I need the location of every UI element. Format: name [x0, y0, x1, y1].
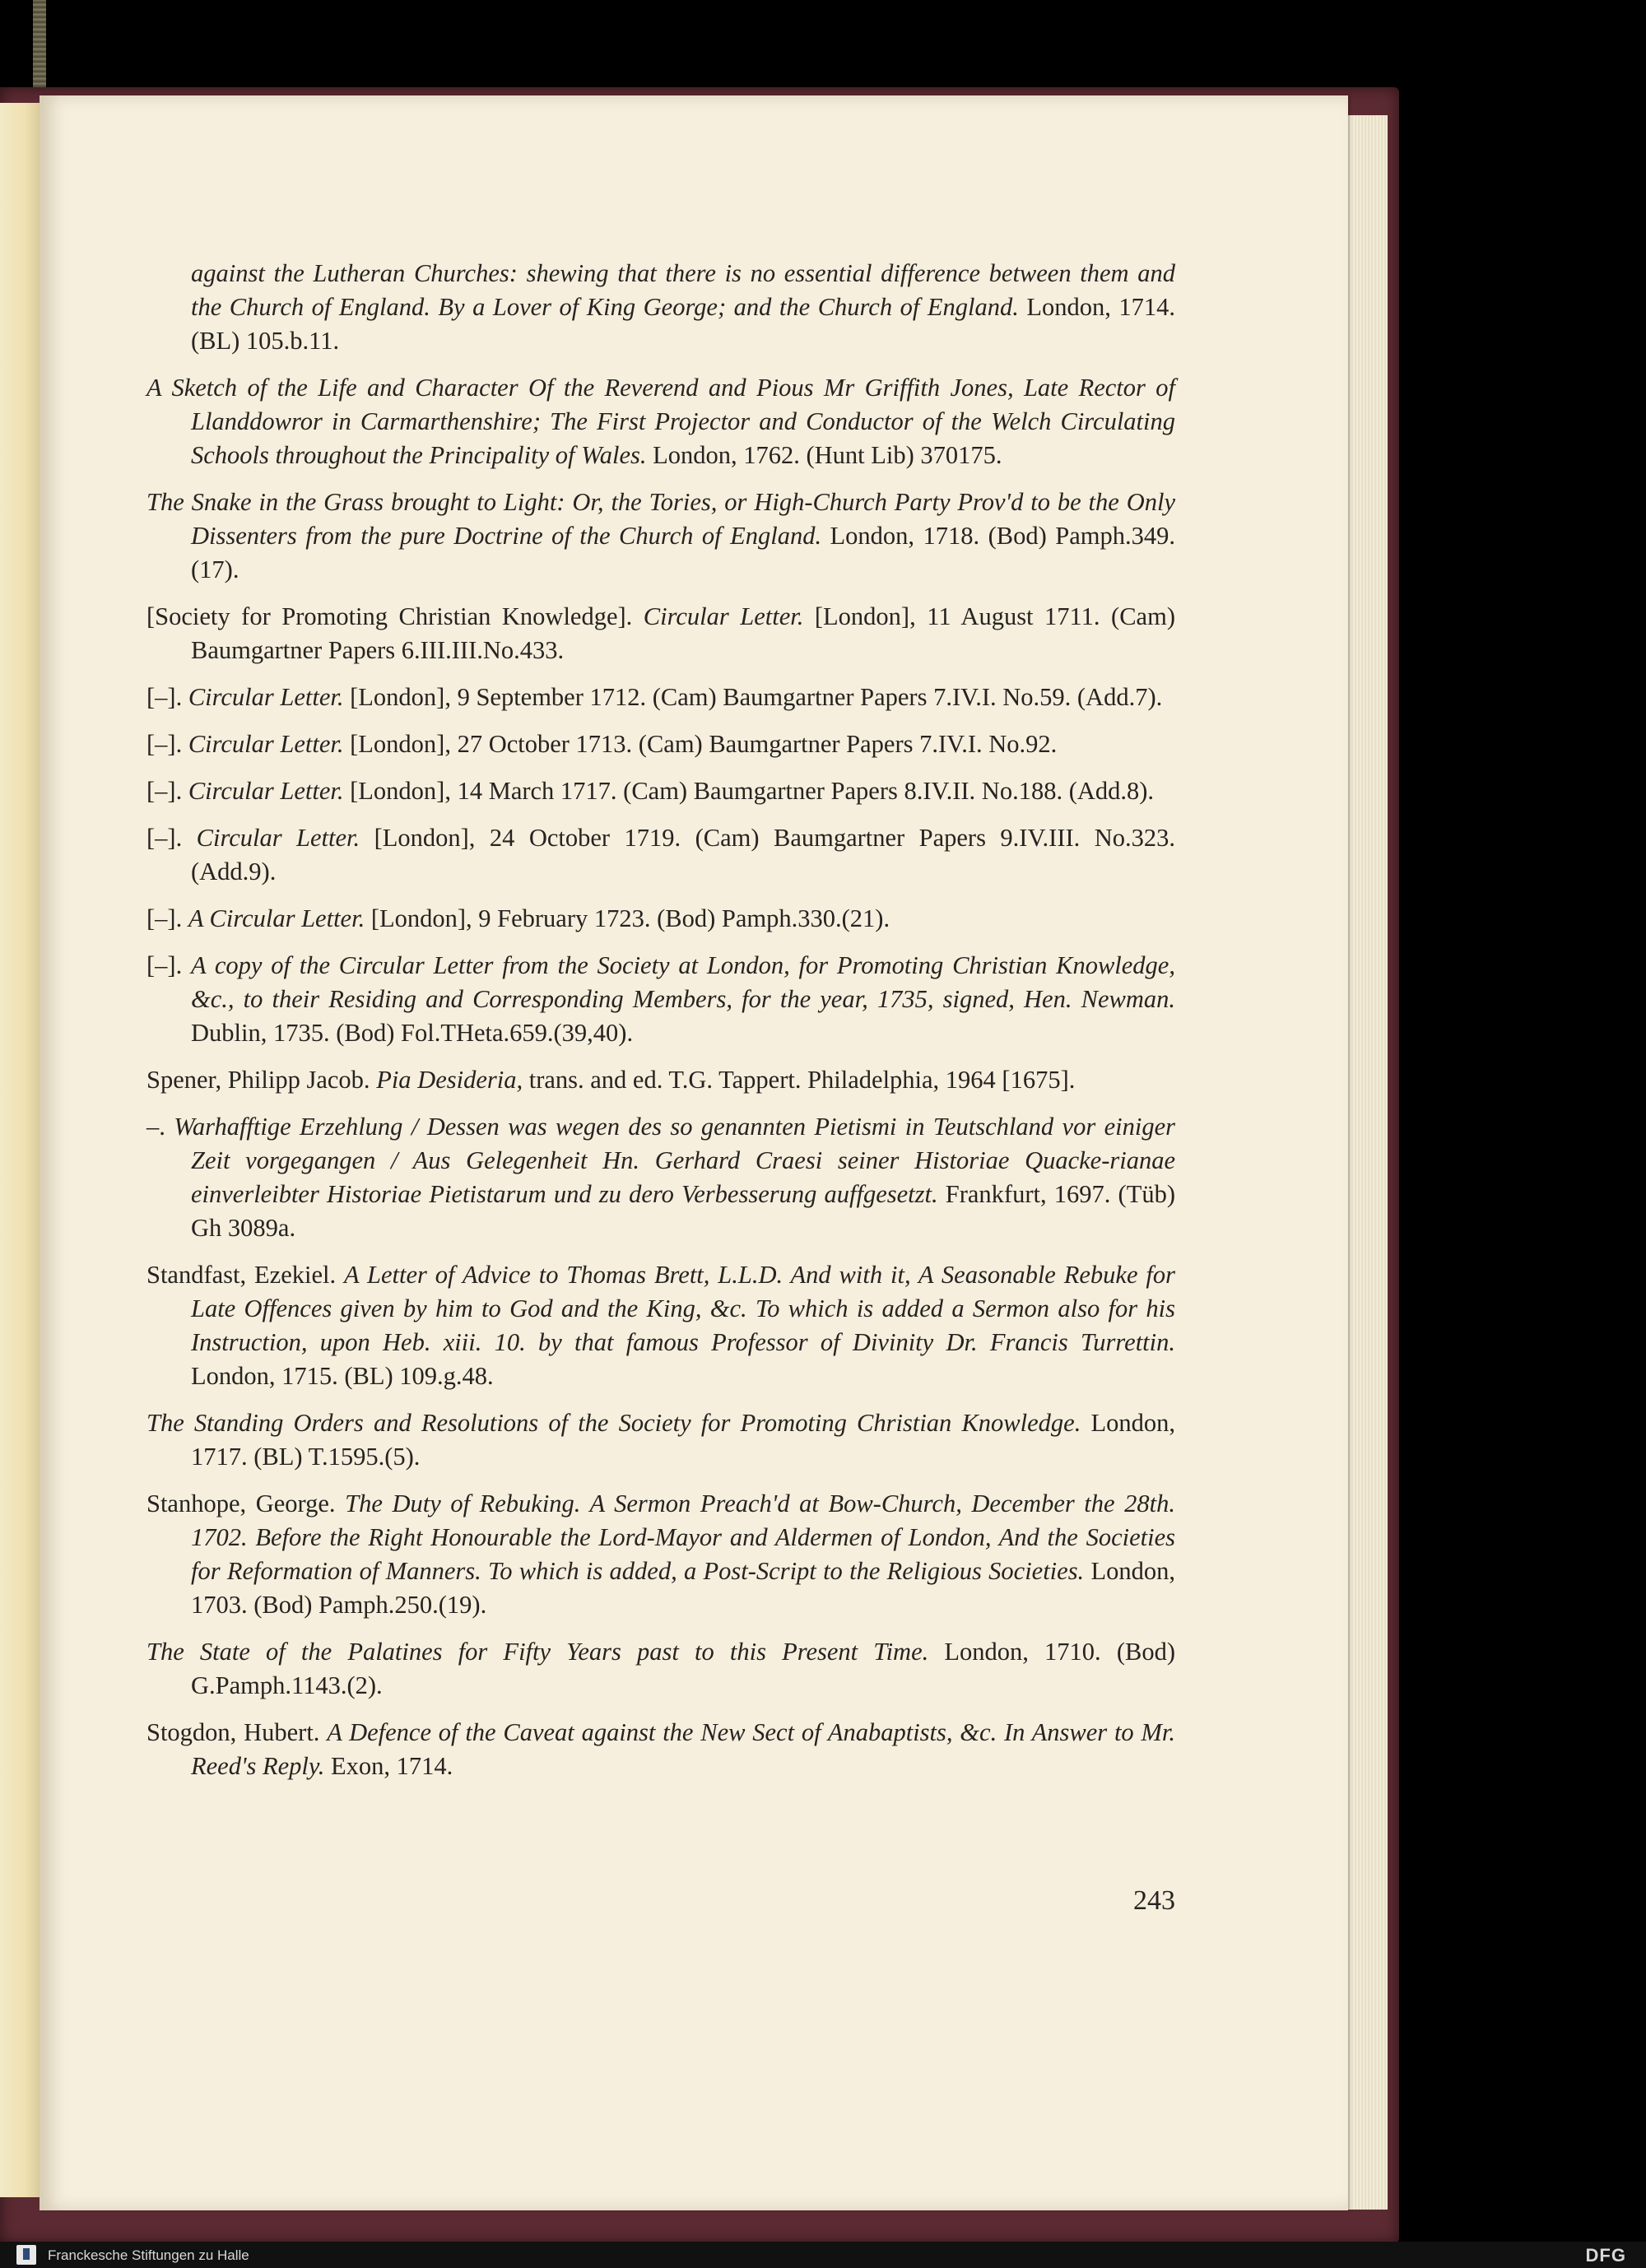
- entry-publication: [London], 9 September 1712. (Cam) Baumgartner Papers 7.IV.I. No.59. (Add.7).: [343, 683, 1163, 711]
- dfg-logo: DFG: [1585, 2245, 1626, 2266]
- entry-publication: London, 1717. (BL) T.1595.(5).: [191, 1409, 1175, 1471]
- entry-author: [–].: [146, 824, 197, 852]
- bibliography-entry: [146, 902, 1175, 936]
- entry-title: Circular Letter.: [643, 602, 804, 630]
- entry-author: Spener, Philipp Jacob.: [146, 1066, 377, 1094]
- entry-author: Stogdon, Hubert.: [146, 1718, 328, 1746]
- entry-title: A Defence of the Caveat against the New Sect of Anabaptists, &c. In Answer to Mr. Reed's Reply.: [191, 1718, 1175, 1780]
- entry-publication: [London], 27 October 1713. (Cam) Baumgartner Papers 7.IV.I. No.92.: [343, 730, 1058, 758]
- viewer-footer: [0, 2242, 1646, 2268]
- bibliography-entry: [146, 1063, 1175, 1097]
- entry-author: Stanhope, George.: [146, 1490, 346, 1517]
- entry-title: against the Lutheran Churches: shewing that there is no essential difference between them and the Church of England. By a Lover of King George; and the Church of England.: [191, 259, 1175, 321]
- bibliography-entry: [146, 1487, 1175, 1622]
- entry-title: Circular Letter.: [188, 777, 344, 805]
- entry-publication: [London], 14 March 1717. (Cam) Baumgartner Papers 8.IV.II. No.188. (Add.8).: [343, 777, 1155, 805]
- bibliography-entry: [146, 681, 1175, 714]
- entry-title: A Circular Letter.: [188, 904, 365, 932]
- bibliography-entry: [146, 727, 1175, 761]
- entry-publication: London, 1714. (BL) 105.b.11.: [191, 293, 1175, 355]
- entry-title: The Snake in the Grass brought to Light: Or, the Tories, or High-Church Party Prov'd to be the Only Dissenters from the pure Doctrine of the Church of England.: [146, 488, 1175, 550]
- entry-title: Warhafftige Erzehlung / Dessen was wegen des so genannten Pietismi in Teutschland vor einiger Zeit vorgegangen / Aus Gelegenheit Hn. Gerhard Craesi seiner Historiae Quacke-rianae einverleibter Historiae Pietistarum und zu dero Verbesserung auffgesetzt.: [174, 1113, 1176, 1208]
- entry-publication: [London], 9 February 1723. (Bod) Pamph.330.(21).: [365, 904, 890, 932]
- entry-author: [–].: [146, 730, 188, 758]
- entry-publication: London, 1762. (Hunt Lib) 370175.: [646, 441, 1002, 469]
- bibliography-entry: [146, 486, 1175, 587]
- entry-author: Standfast, Ezekiel.: [146, 1261, 345, 1289]
- bookmark-ribbon: [33, 0, 46, 99]
- entry-author: [–].: [146, 951, 191, 979]
- institution-name: Franckesche Stiftungen zu Halle: [48, 2247, 249, 2263]
- entry-title: The Standing Orders and Resolutions of the Society for Promoting Christian Knowledge.: [146, 1409, 1081, 1437]
- entry-author: [–].: [146, 904, 188, 932]
- entry-publication: [London], 11 August 1711. (Cam) Baumgartner Papers 6.III.III.No.433.: [191, 602, 1175, 664]
- bibliography-entry: [146, 821, 1175, 889]
- entry-title: Circular Letter.: [188, 730, 344, 758]
- entry-author: [–].: [146, 777, 188, 805]
- entry-author: [Society for Promoting Christian Knowledge].: [146, 602, 644, 630]
- entry-title: A Sketch of the Life and Character Of the Reverend and Pious Mr Griffith Jones, Late Rector of Llanddowror in Carmarthenshire; The First Projector and Conductor of the Welch Circulating Schools throughout the Principality of Wales.: [146, 374, 1175, 469]
- entry-publication: [London], 24 October 1719. (Cam) Baumgartner Papers 9.IV.III. No.323. (Add.9).: [191, 824, 1175, 885]
- entry-publication: Frankfurt, 1697. (Tüb) Gh 3089a.: [191, 1180, 1175, 1242]
- entry-publication: Dublin, 1735. (Bod) Fol.THeta.659.(39,40).: [191, 1019, 634, 1047]
- entry-author: [–].: [146, 683, 188, 711]
- entry-title: Circular Letter.: [196, 824, 360, 852]
- bibliography-entry: [146, 600, 1175, 667]
- bibliography-entry: [146, 371, 1175, 472]
- page-number: 243: [1133, 1885, 1175, 1916]
- entry-publication: London, 1710. (Bod) G.Pamph.1143.(2).: [191, 1638, 1175, 1699]
- bibliography-entry: [146, 257, 1175, 358]
- entry-publication: London, 1715. (BL) 109.g.48.: [191, 1362, 494, 1390]
- bibliography-entry: [146, 1716, 1175, 1783]
- entry-title: Circular Letter.: [188, 683, 344, 711]
- bibliography-entry: [146, 1110, 1175, 1245]
- bibliography-entry: [146, 1406, 1175, 1474]
- foundation-logo-icon: [16, 2245, 36, 2265]
- entry-title: Pia Desideria,: [376, 1066, 523, 1094]
- book-page: [40, 95, 1348, 2210]
- entry-publication: London, 1703. (Bod) Pamph.250.(19).: [191, 1557, 1175, 1619]
- bibliography-entry: [146, 774, 1175, 808]
- entry-title: A copy of the Circular Letter from the Society at London, for Promoting Christian Knowledge, &c., to their Residing and Corresponding Members, for the year, 1735, signed, Hen. Newman.: [190, 951, 1175, 1013]
- bibliography-list: [146, 257, 1175, 1796]
- entry-publication: Exon, 1714.: [324, 1752, 453, 1780]
- entry-title: The Duty of Rebuking. A Sermon Preach'd at Bow-Church, December the 28th. 1702. Before the Right Honourable the Lord-Mayor and Aldermen of London, And the Societies for Reformation of Manners. To which is added, a Post-Script to the Religious Societies.: [191, 1490, 1175, 1585]
- bibliography-entry: [146, 949, 1175, 1050]
- entry-title: The State of the Palatines for Fifty Years past to this Present Time.: [146, 1638, 929, 1666]
- entry-publication: London, 1718. (Bod) Pamph.349.(17).: [191, 522, 1175, 583]
- bibliography-entry: [146, 1258, 1175, 1393]
- bibliography-entry: [146, 1635, 1175, 1703]
- entry-author: –.: [146, 1113, 174, 1141]
- entry-title: A Letter of Advice to Thomas Brett, L.L.D. And with it, A Seasonable Rebuke for Late Offences given by him to God and the King, &c. To which is added a Sermon also for his Instruction, upon Heb. xiii. 10. by that famous Professor of Divinity Dr. Francis Turrettin.: [191, 1261, 1176, 1356]
- facing-page-edge: [0, 103, 41, 2197]
- entry-publication: trans. and ed. T.G. Tappert. Philadelphia, 1964 [1675].: [523, 1066, 1076, 1094]
